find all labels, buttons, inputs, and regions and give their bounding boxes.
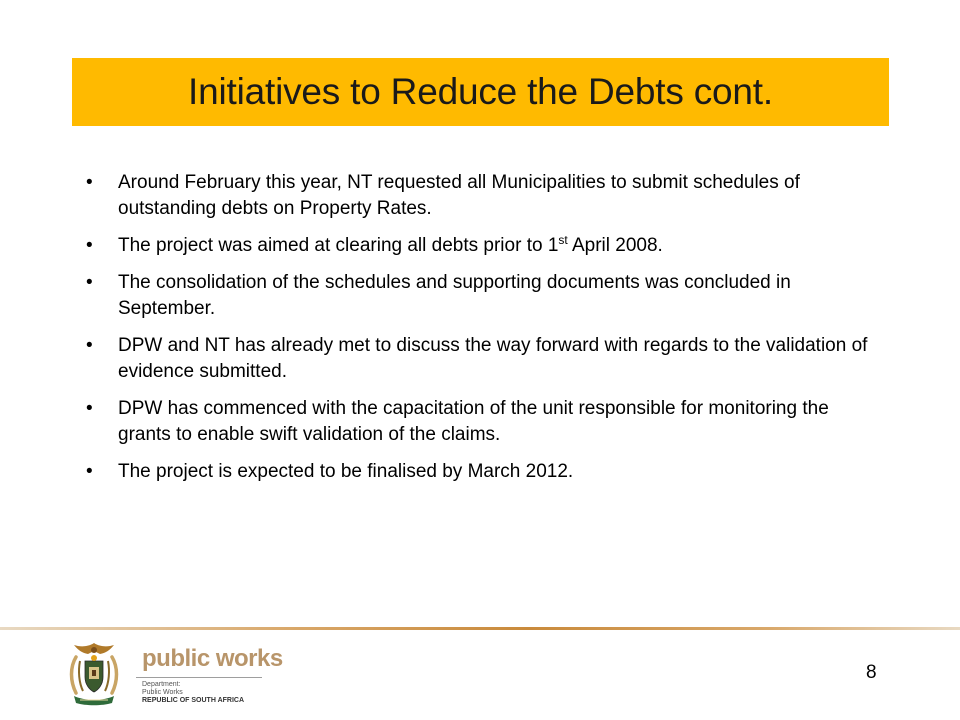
page-number: 8 [866, 662, 877, 683]
bullet-item [86, 233, 886, 259]
bullet-list [86, 170, 886, 496]
bullet-text-after: April 2008. [567, 235, 663, 256]
logo-country: REPUBLIC OF SOUTH AFRICA [142, 697, 245, 704]
bullet-icon: • [86, 335, 93, 356]
bullet-item [86, 170, 886, 222]
logo-department-name: Public Works [142, 689, 183, 696]
title-bar [72, 58, 889, 126]
slide-title: Initiatives to Reduce the Debts cont. [188, 71, 773, 112]
bullet-text-before: The project was aimed at clearing all debts prior to 1 [118, 235, 559, 256]
logo-divider [136, 677, 262, 678]
bullet-item [86, 270, 886, 322]
bullet-icon: • [86, 172, 93, 193]
bullet-item [86, 396, 886, 448]
logo-wordmark: public works [142, 645, 283, 672]
bullet-text: Around February this year, NT requested all Municipalities to submit schedules of outstanding debts on Property Rates. [118, 172, 800, 219]
bullet-icon: • [86, 272, 93, 293]
bullet-text: The project is expected to be finalised by March 2012. [118, 461, 574, 482]
bullet-text: DPW has commenced with the capacitation of the unit responsible for monitoring the grants to enable swift validation of the claims. [118, 398, 829, 445]
footer-divider [0, 627, 960, 630]
bullet-icon: • [86, 398, 93, 419]
public-works-logo [136, 645, 283, 707]
bullet-icon: • [86, 235, 93, 256]
bullet-icon: • [86, 461, 93, 482]
bullet-text [118, 235, 663, 256]
ordinal-superscript: st [558, 233, 568, 247]
logo-department-label: Department: [142, 681, 181, 688]
bullet-text: DPW and NT has already met to discuss the way forward with regards to the validation of evidence submitted. [118, 335, 868, 382]
coat-of-arms-icon [66, 641, 122, 707]
bullet-item [86, 333, 886, 385]
bullet-text: The consolidation of the schedules and supporting documents was concluded in September. [118, 272, 791, 319]
bullet-item [86, 459, 886, 485]
